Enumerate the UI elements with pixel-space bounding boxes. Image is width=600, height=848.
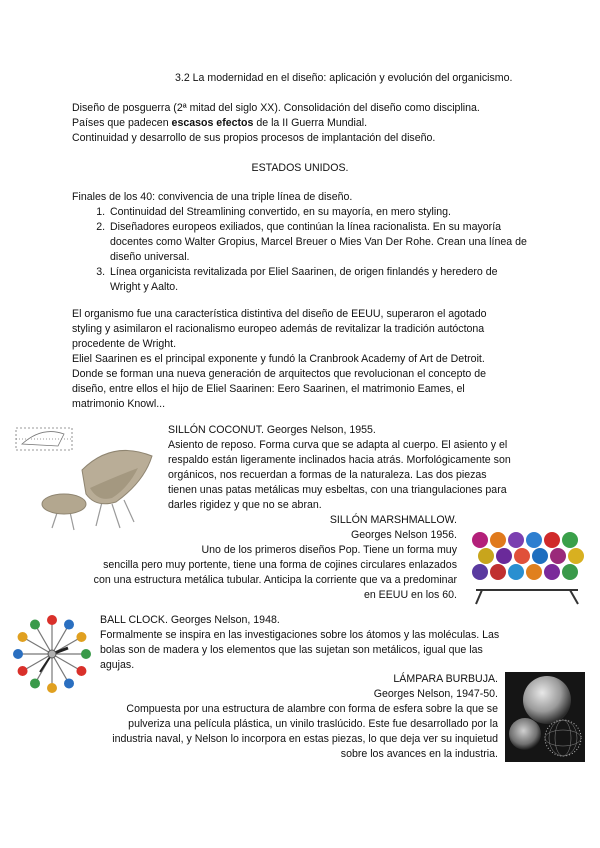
sofa-cushion xyxy=(496,548,512,564)
ballclock-line-3: agujas. xyxy=(100,659,135,671)
lamp-line-1: Compuesta por una estructura de alambre con forma de esfera sobre la que se xyxy=(126,703,498,715)
para1-line-2: styling y asimilaron el racionalismo europeo además de revitalizar la tradición autóctona xyxy=(72,323,485,335)
sofa-cushion xyxy=(562,532,578,548)
marshmallow-title: SILLÓN MARSHMALLOW. xyxy=(329,514,457,526)
sofa-cushion xyxy=(490,564,506,580)
coconut-line-2: respaldo están ligeramente inclinados hacia atrás. Morfológicamente son xyxy=(168,454,511,466)
intro-line-2-pre: Países que padecen xyxy=(72,117,172,129)
sofa-cushion xyxy=(526,564,542,580)
sofa-cushions xyxy=(472,532,584,580)
clock-ball xyxy=(47,615,57,625)
sofa-cushion xyxy=(550,548,566,564)
lamp-globe-large xyxy=(523,676,571,724)
sofa-cushion xyxy=(568,548,584,564)
forties-item-3: 3. Línea organicista revitalizada por Eliel Saarinen, de origen finlandés y heredero de Wright y Aalto. xyxy=(108,265,530,295)
forties-list xyxy=(72,205,530,295)
coconut-line-3: orgánicos, nos recuerdan a formas de la naturaleza. Las dos piezas xyxy=(168,469,487,481)
lamp-line-3: industria naval, y Nelson lo incorpora en estas piezas, lo que deja ver su inquietud xyxy=(112,733,498,745)
para1-line-7: matrimonio Knowl... xyxy=(72,398,166,410)
ottoman xyxy=(42,494,86,514)
marshmallow-line-1: Uno de los primeros diseños Pop. Tiene un forma muy xyxy=(201,544,457,556)
clock-ball xyxy=(13,649,23,659)
sofa-cushion xyxy=(532,548,548,564)
intro-line-2-post: de la II Guerra Mundial. xyxy=(253,117,368,129)
marshmallow-line-2: sencilla pero muy portente, tiene una forma de cojines circulares enlazados xyxy=(103,559,457,571)
lamp-line-2: pulveriza una película plástica, un vinilo traslúcido. Este fue desarrollado por la xyxy=(128,718,498,730)
sofa-cushion xyxy=(490,532,506,548)
forties-item-2: 2. Diseñadores europeos exiliados, que continúan la línea racionalista. En su mayoría docentes como Walter Gropius, Marcel Breuer o Mies Van Der Rohe. Crean una línea de diseño universal. xyxy=(108,220,530,265)
sofa-cushion xyxy=(478,548,494,564)
sofa-frame xyxy=(476,590,578,604)
lamp-line-4: sobre los avances en la industria. xyxy=(340,748,498,760)
lamp-title: LÁMPARA BURBUJA. xyxy=(393,673,498,685)
forties-item-1: 1. Continuidad del Streamlining convertido, en su mayoría, en mero styling. xyxy=(108,205,530,220)
forties-lead: Finales de los 40: convivencia de una triple línea de diseño. xyxy=(72,191,353,203)
sofa-cushion xyxy=(508,564,524,580)
coconut-title: SILLÓN COCONUT. Georges Nelson, 1955. xyxy=(168,424,376,436)
para1-line-1: El organismo fue una característica distintiva del diseño de EEUU, superaron el agotado xyxy=(72,308,487,320)
clock-ball xyxy=(81,649,91,659)
marshmallow-line-3: con una estructura metálica tubular. Anticipa la corriente que va a predominar xyxy=(93,574,457,586)
sofa-cushion xyxy=(514,548,530,564)
para1-line-3: procedente de Wright. xyxy=(72,338,177,350)
ballclock-title: BALL CLOCK. Georges Nelson, 1948. xyxy=(100,614,280,626)
para1-line-6: diseño, entre ellos el hijo de Eliel Saarinen: Eero Saarinen, el matrimonio Eames, el xyxy=(72,383,465,395)
sketch-drawing xyxy=(16,428,72,450)
coconut-line-5: darles rigidez y que no se abran. xyxy=(168,499,322,511)
intro-line-1: Diseño de posguerra (2ª mitad del siglo XX). Consolidación del diseño como disciplina. xyxy=(72,102,480,114)
coconut-line-1: Asiento de reposo. Forma curva que se adapta al cuerpo. El asiento y el xyxy=(168,439,508,451)
bubble-lamp-image xyxy=(505,672,585,762)
forties-list-wrap xyxy=(72,205,530,295)
marshmallow-line-4: en EEUU en los 60. xyxy=(363,589,457,601)
intro-line-2-bold: escasos efectos xyxy=(171,117,254,129)
clock-center xyxy=(48,650,56,658)
lamp-globe-left xyxy=(509,718,541,750)
ballclock-line-1: Formalmente se inspira en las investigaciones sobre los átomos y las moléculas. Las xyxy=(100,629,500,641)
para1-line-5: Donde se forman una nueva generación de arquitectos que revolucionan el concepto de xyxy=(72,368,487,380)
clock-ball xyxy=(64,620,74,630)
sofa-cushion xyxy=(472,532,488,548)
marshmallow-sofa-image xyxy=(466,528,584,608)
ballclock-line-2: bolas son de madera y los elementos que las sujetan son metálicos, igual que las xyxy=(100,644,483,656)
sofa-cushion xyxy=(544,564,560,580)
para1-line-4: Eliel Saarinen es el principal exponente y fundó la Cranbrook Academy of Art de Detroit. xyxy=(72,353,485,365)
sofa-cushion xyxy=(526,532,542,548)
clock-ball xyxy=(30,620,40,630)
sofa-cushion xyxy=(544,532,560,548)
marshmallow-author: Georges Nelson 1956. xyxy=(350,529,457,541)
sofa-cushion xyxy=(472,564,488,580)
sofa-cushion xyxy=(562,564,578,580)
lamp-author: Georges Nelson, 1947-50. xyxy=(373,688,498,700)
intro-line-2 xyxy=(72,116,367,131)
page-title: 3.2 La modernidad en el diseño: aplicación y evolución del organicismo. xyxy=(175,72,513,84)
clock-ball xyxy=(76,632,86,642)
intro-line-3: Continuidad y desarrollo de sus propios procesos de implantación del diseño. xyxy=(72,132,436,144)
coconut-line-4: tienen unas patas metálicas muy esbeltas, con una triangulaciones para xyxy=(168,484,507,496)
clock-ball xyxy=(18,632,28,642)
section-heading: ESTADOS UNIDOS. xyxy=(251,162,349,174)
sofa-cushion xyxy=(508,532,524,548)
